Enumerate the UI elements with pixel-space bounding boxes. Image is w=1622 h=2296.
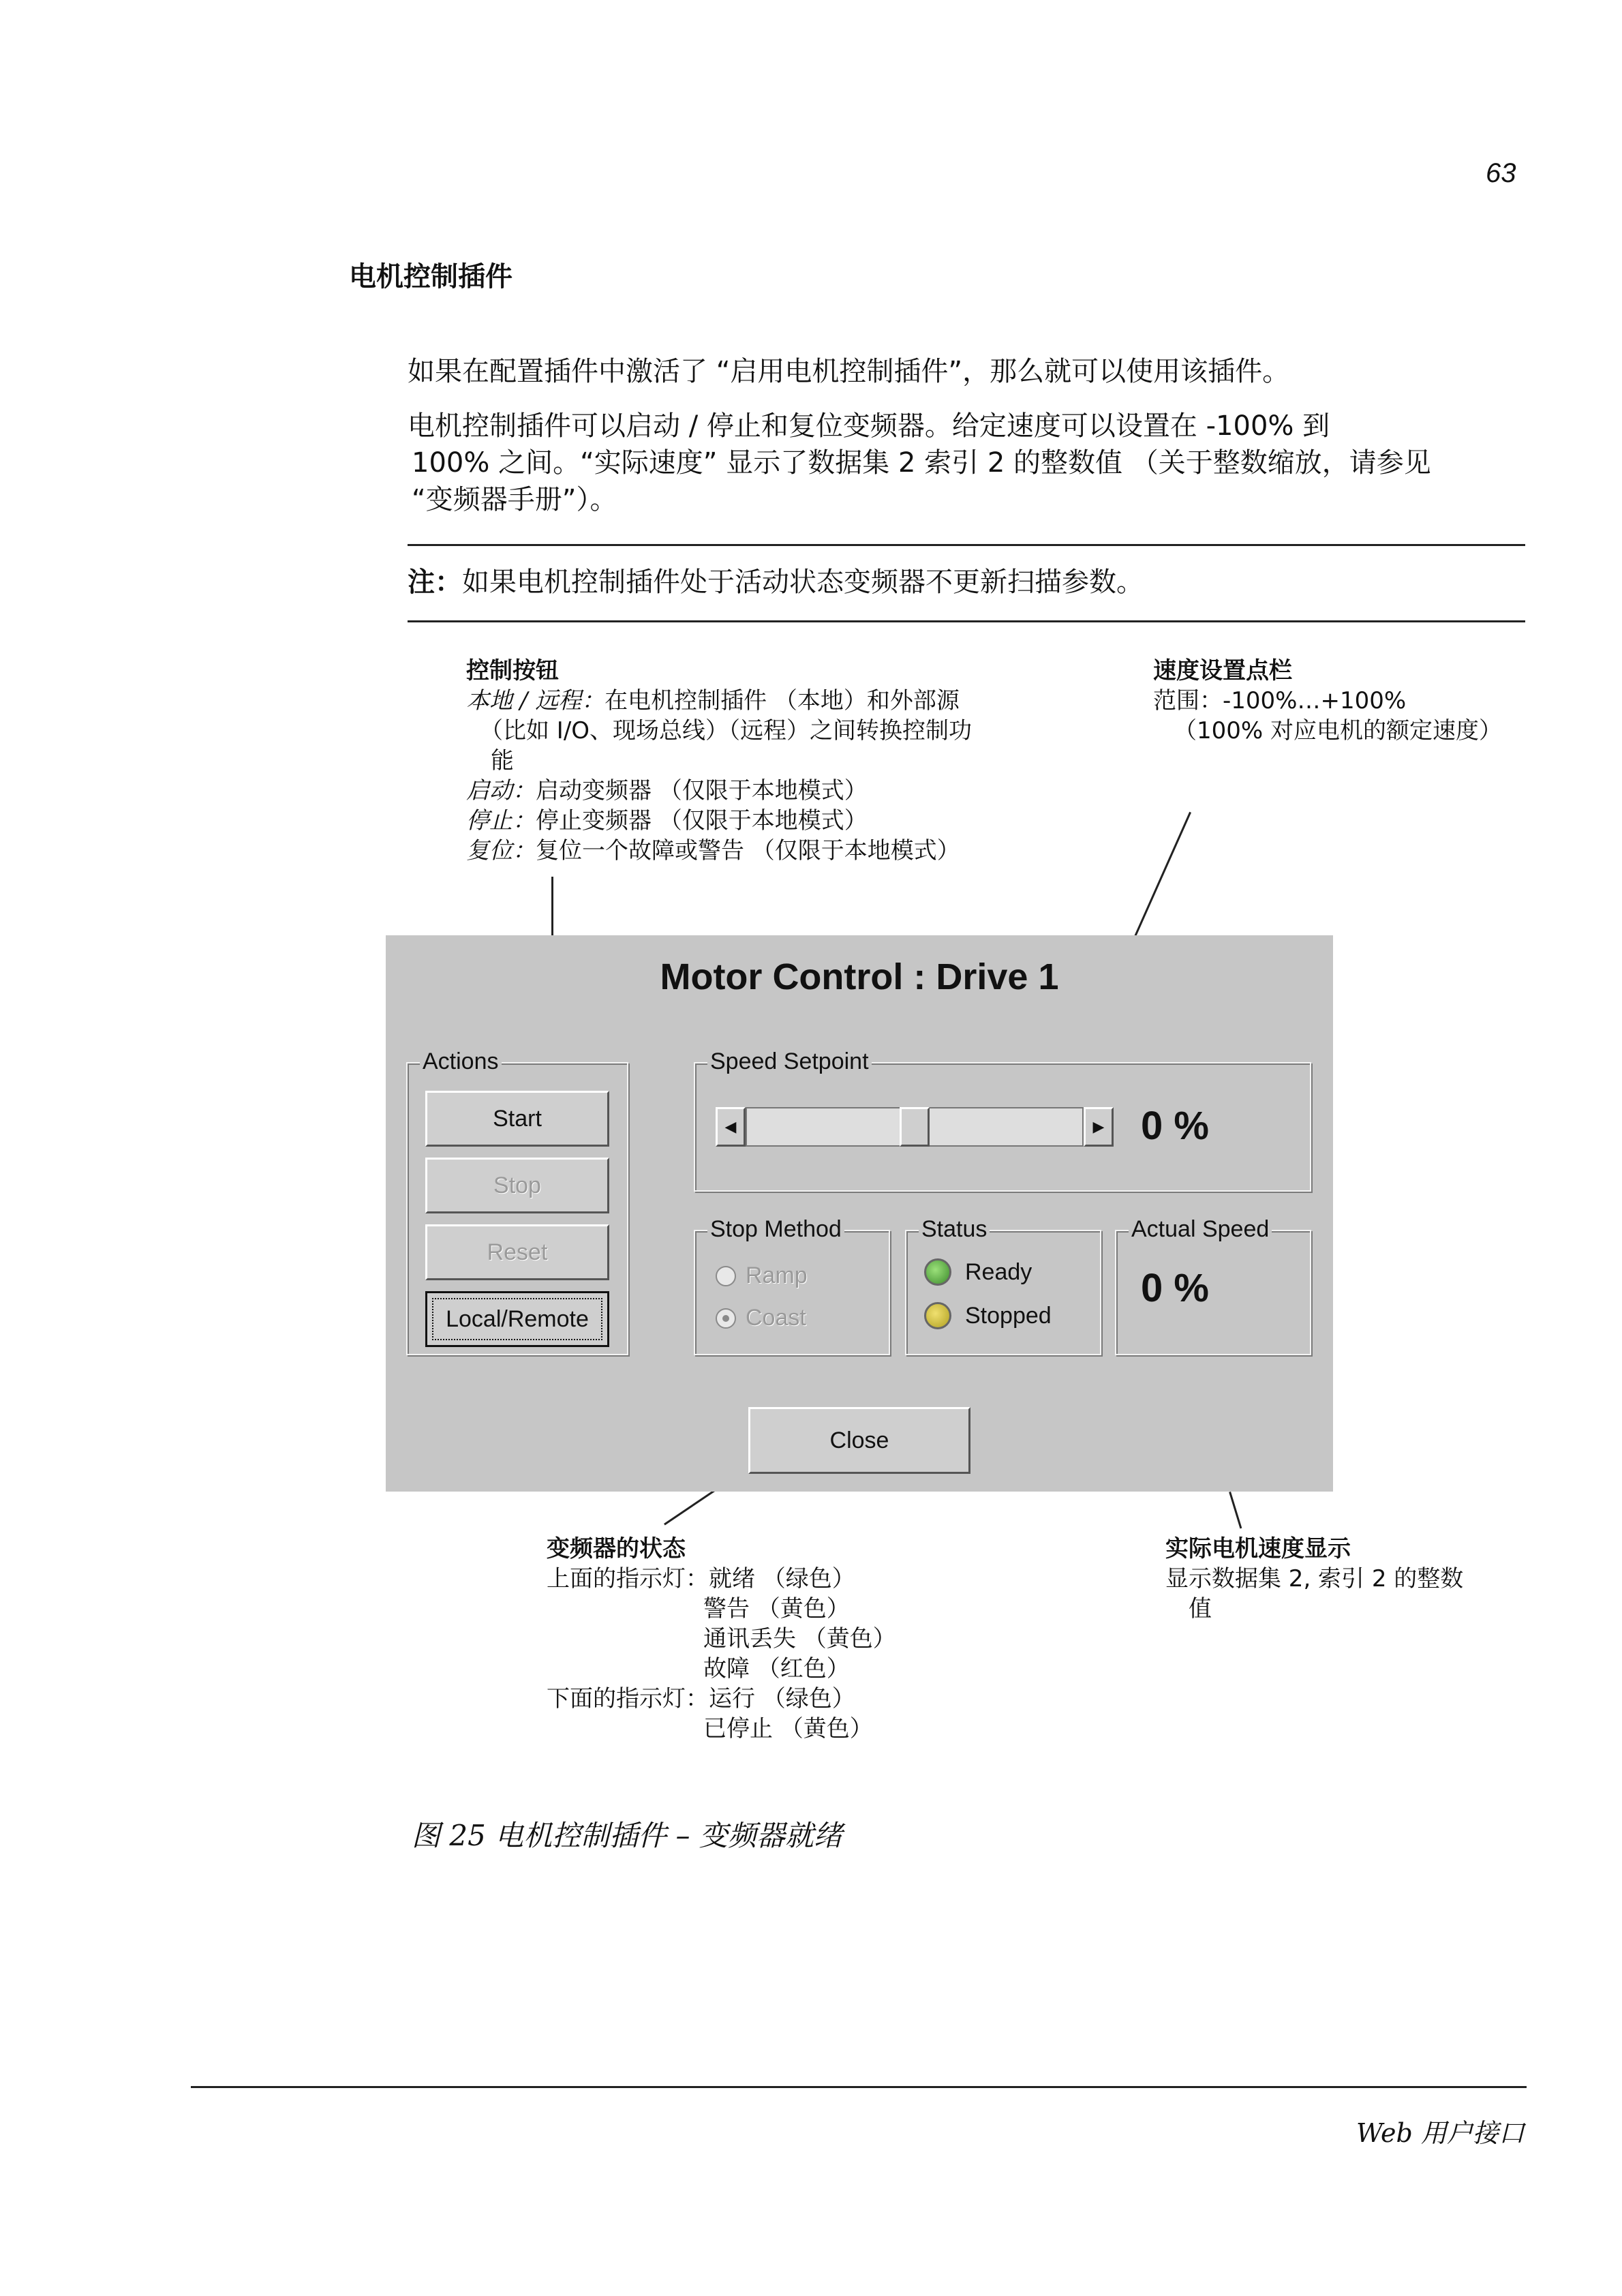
annotation-line: 能: [491, 747, 514, 774]
reset-button[interactable]: Reset: [425, 1224, 609, 1280]
annotation-line: 显示数据集 2, 索引 2 的整数: [1165, 1565, 1464, 1592]
annotation-line: 通讯丢失 （黄色）: [703, 1625, 896, 1652]
annotation-control-buttons: [466, 656, 1052, 866]
leader-line-actual-speed: [1229, 1492, 1242, 1528]
annotation-line: 已停止 （黄色）: [703, 1715, 873, 1742]
annotation-line: 故障 （红色）: [703, 1655, 850, 1682]
note-rule-bottom: [408, 620, 1525, 622]
speed-setpoint-group: [694, 1048, 1311, 1192]
actual-speed-value: 0 %: [1141, 1266, 1209, 1310]
status-group: [905, 1216, 1101, 1355]
coast-radio[interactable]: [716, 1308, 736, 1329]
paragraph-2-line-1: 电机控制插件可以启动 / 停止和复位变频器。给定速度可以设置在 -100% 到: [408, 410, 1330, 442]
annotation-line: （比如 I/O、现场总线）（远程）之间转换控制功: [480, 717, 973, 744]
section-title: 电机控制插件: [349, 261, 512, 292]
figure-caption: 图 25 电机控制插件 – 变频器就绪: [412, 1819, 842, 1852]
paragraph-2-line-2: 100% 之间。“实际速度” 显示了数据集 2 索引 2 的整数值 （关于整数缩放，请参见: [412, 447, 1431, 479]
actions-group: [406, 1048, 628, 1355]
start-button[interactable]: Start: [425, 1091, 609, 1147]
coast-radio-row[interactable]: [716, 1305, 806, 1331]
actual-speed-group: [1115, 1216, 1311, 1355]
footer-text: Web 用户接口: [1356, 2118, 1525, 2148]
stop-button[interactable]: Stop: [425, 1158, 609, 1213]
annotation-heading: 实际电机速度显示: [1165, 1535, 1351, 1562]
note-label: 注：: [408, 567, 462, 598]
ramp-radio[interactable]: [716, 1266, 736, 1286]
annotation-line: 本地 / 远程：在电机控制插件 （本地）和外部源: [466, 687, 960, 714]
annotation-line: 停止：停止变频器 （仅限于本地模式）: [466, 807, 868, 834]
annotation-actual-speed: [1165, 1534, 1520, 1624]
close-button[interactable]: Close: [748, 1407, 970, 1474]
annotation-speed-setpoint: [1153, 656, 1535, 746]
annotation-heading: 控制按钮: [466, 657, 559, 684]
stopped-indicator-row: [924, 1302, 1052, 1329]
annotation-line: （100% 对应电机的额定速度）: [1174, 717, 1503, 744]
actual-speed-legend: Actual Speed: [1129, 1216, 1272, 1243]
leader-line-speed-setpoint: [1134, 812, 1191, 937]
annotation-line: 上面的指示灯：就绪 （绿色）: [547, 1565, 855, 1592]
triangle-left-icon: ◀: [724, 1118, 737, 1136]
annotation-line: 启动：启动变频器 （仅限于本地模式）: [466, 777, 868, 804]
actions-legend: Actions: [420, 1048, 502, 1075]
leader-line-drive-status: [664, 1489, 717, 1526]
annotation-line: 警告 （黄色）: [703, 1595, 850, 1622]
note-rule-top: [408, 544, 1525, 546]
stop-method-group: [694, 1216, 890, 1355]
status-legend: Status: [919, 1216, 990, 1243]
triangle-right-icon: ▶: [1092, 1118, 1105, 1136]
page-number: 63: [1486, 158, 1516, 188]
slider-left-arrow[interactable]: [716, 1107, 746, 1147]
local-remote-button[interactable]: Local/Remote: [425, 1291, 609, 1347]
annotation-drive-status: [547, 1534, 1024, 1744]
stop-method-legend: Stop Method: [707, 1216, 844, 1243]
paragraph-1: 如果在配置插件中激活了 “启用电机控制插件”，那么就可以使用该插件。: [408, 356, 1290, 387]
annotation-line: 范围：-100%…+100%: [1153, 687, 1407, 714]
slider-right-arrow[interactable]: [1084, 1107, 1114, 1147]
ready-label: Ready: [965, 1258, 1032, 1285]
annotation-heading: 变频器的状态: [547, 1535, 686, 1562]
dialog-title: Motor Control : Drive 1: [660, 956, 1059, 997]
paragraph-2-line-3: “变频器手册”）。: [412, 484, 617, 515]
annotation-line: 复位：复位一个故障或警告 （仅限于本地模式）: [466, 837, 960, 864]
stopped-led-icon: [924, 1302, 951, 1329]
note-text: 如果电机控制插件处于活动状态变频器不更新扫描参数。: [462, 567, 1144, 598]
ready-led-icon: [924, 1258, 951, 1286]
annotation-heading: 速度设置点栏: [1153, 657, 1292, 684]
motor-control-dialog: [386, 935, 1333, 1492]
speed-setpoint-value: 0 %: [1141, 1104, 1209, 1148]
stopped-label: Stopped: [965, 1302, 1052, 1329]
coast-label: Coast: [746, 1305, 806, 1331]
ramp-radio-row[interactable]: [716, 1263, 808, 1289]
annotation-line: 下面的指示灯：运行 （绿色）: [547, 1685, 855, 1712]
ready-indicator-row: [924, 1258, 1032, 1286]
footer-rule: [191, 2086, 1527, 2088]
speed-slider-thumb[interactable]: [900, 1107, 930, 1147]
ramp-label: Ramp: [746, 1263, 808, 1288]
speed-setpoint-legend: Speed Setpoint: [707, 1048, 872, 1075]
note: [408, 560, 1144, 599]
leader-line-control-buttons: [551, 877, 553, 935]
annotation-line: 值: [1189, 1595, 1212, 1622]
